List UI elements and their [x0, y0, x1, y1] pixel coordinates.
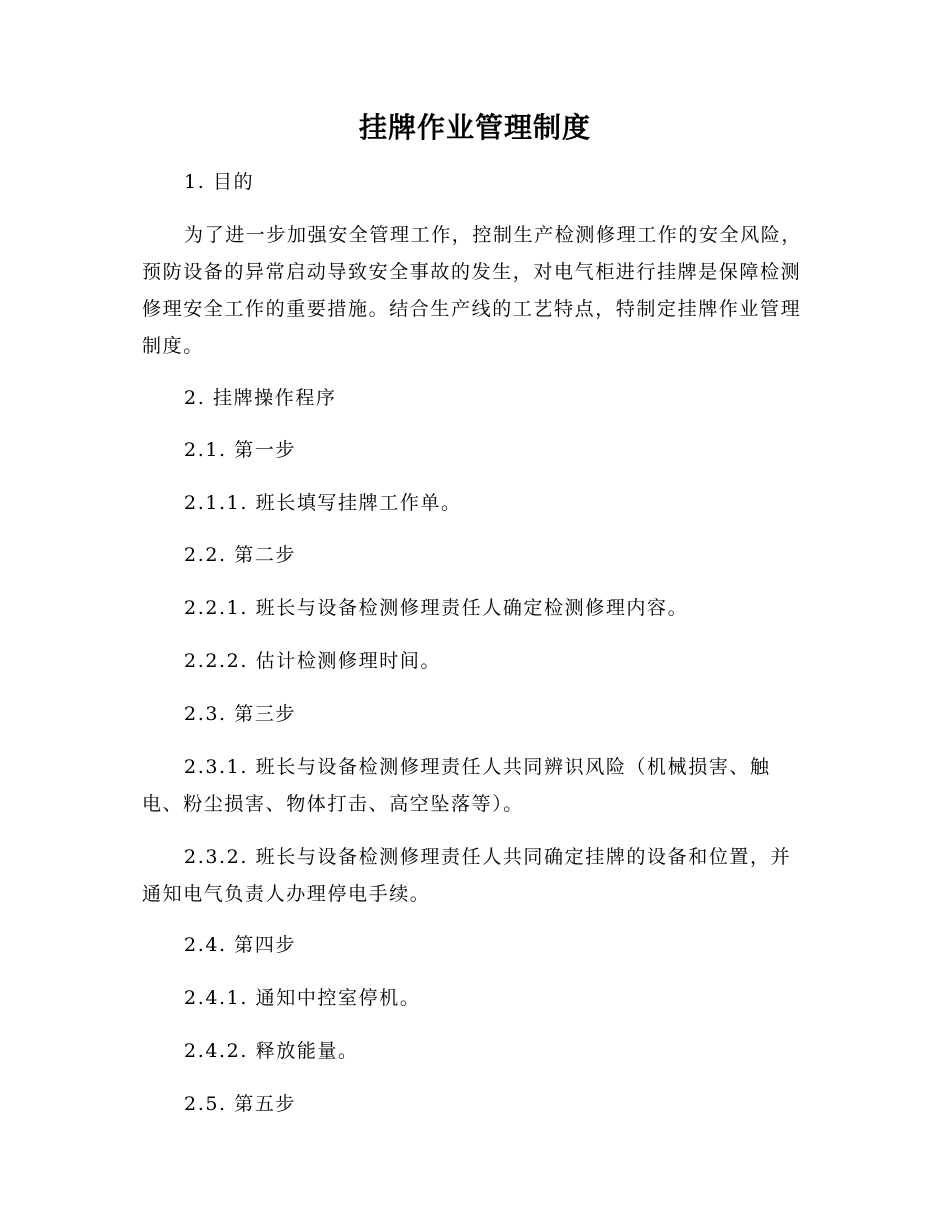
- step-item-2-3-2: 2.3.2. 班长与设备检测修理责任人共同确定挂牌的设备和位置，并通知电气负责人办理停电手续。: [142, 846, 792, 905]
- step-item-2-3-1: 2.3.1. 班长与设备检测修理责任人共同辨识风险（机械损害、触电、粉尘损害、物体打击、高空坠落等）。: [142, 756, 771, 815]
- section-heading-purpose: 1. 目的: [184, 171, 255, 193]
- step-item-2-1-1: 2.1.1. 班长填写挂牌工作单。: [184, 492, 462, 514]
- section-heading-procedure: 2. 挂牌操作程序: [184, 387, 337, 409]
- step-heading-5: 2.5. 第五步: [184, 1093, 297, 1115]
- step-item-2-2-1: 2.2.1. 班长与设备检测修理责任人确定检测修理内容。: [184, 597, 689, 619]
- paragraph-purpose-body: 为了进一步加强安全管理工作，控制生产检测修理工作的安全风险，预防设备的异常启动导致安全事故的发生，对电气柜进行挂牌是保障检测修理安全工作的重要措施。结合生产线的工艺特点，特制定挂牌作业管理制度。: [142, 224, 803, 357]
- step-item-2-4-2: 2.4.2. 释放能量。: [184, 1040, 359, 1062]
- document-title: 挂牌作业管理制度: [358, 111, 591, 144]
- step-heading-1: 2.1. 第一步: [184, 439, 297, 461]
- step-item-2-4-1: 2.4.1. 通知中控室停机。: [184, 987, 421, 1009]
- step-heading-2: 2.2. 第二步: [184, 544, 297, 566]
- step-heading-4: 2.4. 第四步: [184, 934, 297, 956]
- step-heading-3: 2.3. 第三步: [184, 703, 297, 725]
- step-item-2-2-2: 2.2.2. 估计检测修理时间。: [184, 650, 442, 672]
